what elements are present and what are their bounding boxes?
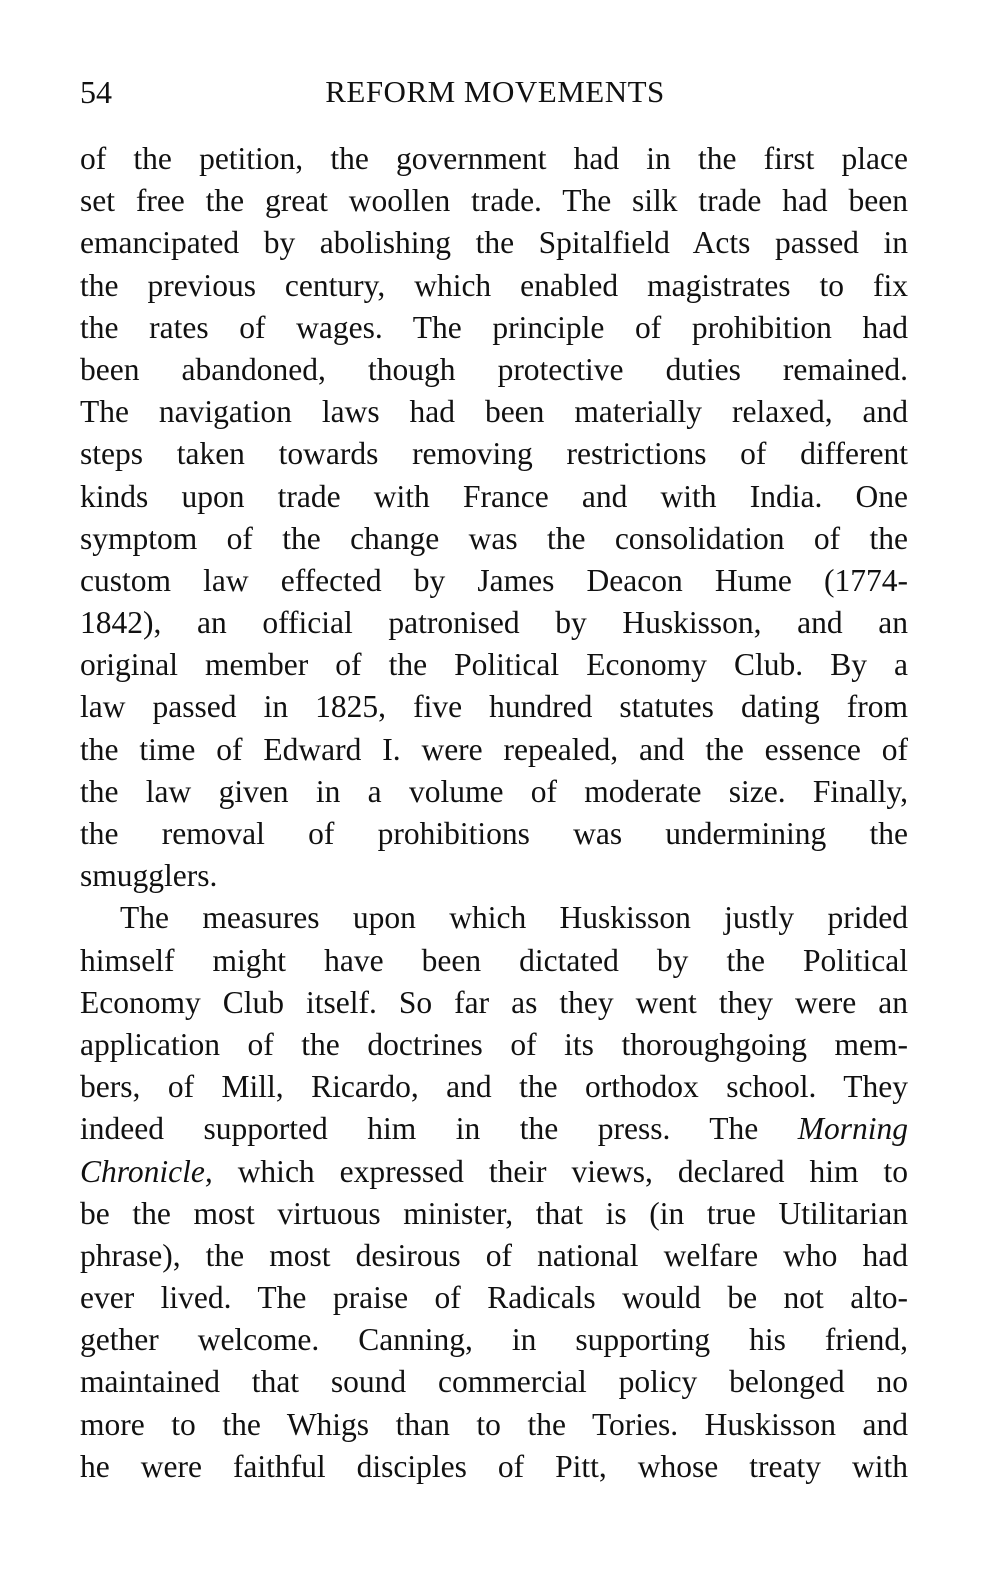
- text-line: smugglers.: [80, 858, 218, 894]
- text-line-mixed: [80, 1151, 908, 1193]
- italic-title: Chronicle,: [80, 1153, 213, 1189]
- text-line: original member of the Political Economy Club. By a: [80, 647, 908, 683]
- text-line: steps taken towards removing restrictions of different: [80, 436, 908, 472]
- text-line: application of the doctrines of its thoroughgoing mem-: [80, 1026, 908, 1062]
- text-line: custom law effected by James Deacon Hume (1774-: [80, 562, 908, 598]
- text-line: the previous century, which enabled magistrates to fix: [80, 267, 908, 303]
- text-line: The measures upon which Huskisson justly prided: [120, 900, 908, 936]
- text-line: the rates of wages. The principle of prohibition had: [80, 309, 908, 345]
- text-line: been abandoned, though protective duties remained.: [80, 351, 908, 387]
- text-line: 1842), an official patronised by Huskisson, and an: [80, 605, 908, 641]
- text-line: more to the Whigs than to the Tories. Huskisson and: [80, 1406, 908, 1442]
- text-line: maintained that sound commercial policy belonged no: [80, 1364, 908, 1400]
- text-line: he were faithful disciples of Pitt, whose treaty with: [80, 1448, 908, 1484]
- text-line: law passed in 1825, five hundred statutes dating from: [80, 689, 908, 725]
- text-line-mixed: [80, 1108, 908, 1150]
- text-line: ever lived. The praise of Radicals would be not alto-: [80, 1280, 908, 1316]
- text-line: bers, of Mill, Ricardo, and the orthodox school. They: [80, 1069, 908, 1105]
- text-line: emancipated by abolishing the Spitalfield Acts passed in: [80, 225, 908, 261]
- text-line: symptom of the change was the consolidation of the: [80, 520, 908, 556]
- text-line: Economy Club itself. So far as they went they were an: [80, 984, 908, 1020]
- italic-title: Morning: [797, 1111, 909, 1147]
- text-line: kinds upon trade with France and with India. One: [80, 478, 908, 514]
- text-line: the removal of prohibitions was undermining the: [80, 816, 908, 851]
- text-line: gether welcome. Canning, in supporting his friend,: [80, 1322, 908, 1358]
- text-line: The navigation laws had been materially relaxed, and: [80, 394, 908, 430]
- text-line: be the most virtuous minister, that is (in true Utilitarian: [80, 1195, 908, 1231]
- text-segment: which expressed their views, declared him to: [237, 1153, 908, 1189]
- text-segment: indeed supported him in the press. The: [80, 1111, 759, 1147]
- text-line: of the petition, the government had in the first place: [80, 141, 908, 176]
- text-line: set free the great woollen trade. The silk trade had been: [80, 183, 908, 219]
- page-number: 54: [80, 74, 112, 110]
- page-header: [80, 72, 910, 122]
- running-head: REFORM MOVEMENTS: [325, 74, 665, 109]
- text-line: himself might have been dictated by the Political: [80, 942, 908, 978]
- text-line: the law given in a volume of moderate size. Finally,: [80, 773, 908, 809]
- body-text: [80, 138, 908, 1488]
- text-line: phrase), the most desirous of national welfare who had: [80, 1237, 908, 1273]
- text-line: the time of Edward I. were repealed, and the essence of: [80, 731, 908, 767]
